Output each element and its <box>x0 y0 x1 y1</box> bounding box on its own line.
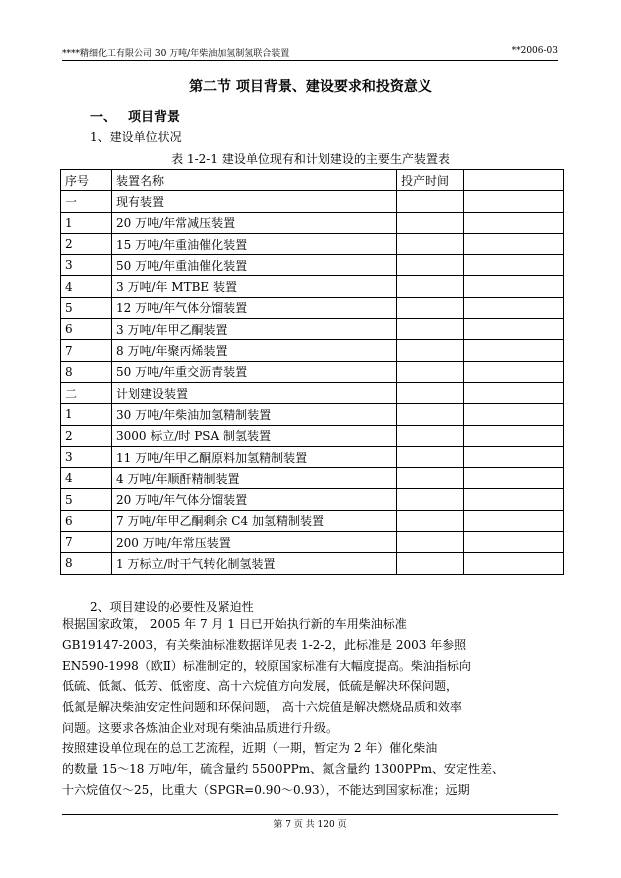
table-cell: 4 万吨/年顺酐精制装置 <box>112 468 397 489</box>
table-cell <box>397 553 464 574</box>
table-cell <box>464 297 564 318</box>
table-row <box>61 212 564 233</box>
table-cell <box>397 297 464 318</box>
table-cell <box>464 233 564 254</box>
table-row <box>61 319 564 340</box>
table-cell <box>397 361 464 382</box>
paragraph-line: 按照建设单位现在的总工艺流程，近期（一期，暂定为 2 年）催化柴油 <box>62 741 438 755</box>
table-cell <box>397 425 464 446</box>
table-cell: 7 万吨/年甲乙酮剩余 C4 加氢精制装置 <box>112 510 397 531</box>
heading-text: 项目背景 <box>128 110 181 125</box>
table-cell: 1 万标立/时干气转化制氢装置 <box>112 553 397 574</box>
table-cell <box>464 191 564 212</box>
table-cell: 5 <box>61 297 112 318</box>
table-cell <box>397 276 464 297</box>
table-cell <box>397 255 464 276</box>
table-row <box>61 361 564 382</box>
table-cell: 11 万吨/年甲乙酮原料加氢精制装置 <box>112 446 397 467</box>
header-date: **2006-03 <box>511 46 558 56</box>
table-cell <box>464 425 564 446</box>
table-cell <box>397 468 464 489</box>
paragraph-line: GB19147-2003，有关柴油标准数据详见表 1-2-2，此标准是 2003 年参照 <box>62 637 467 652</box>
table-cell <box>397 340 464 361</box>
table-cell: 3000 标立/时 PSA 制氢装置 <box>112 425 397 446</box>
table-cell <box>464 510 564 531</box>
page-footer: 第 7 页 共 120 页 <box>62 814 558 830</box>
table-cell <box>397 319 464 340</box>
table-cell <box>397 510 464 531</box>
table-cell <box>464 276 564 297</box>
table-cell: 8 <box>61 553 112 574</box>
table-row <box>61 340 564 361</box>
table-cell: 2 <box>61 233 112 254</box>
paragraph-line: 低硫、低氮、低芳、低密度、高十六烷值方向发展，低硫是解决环保问题， <box>62 679 459 694</box>
table-row <box>61 532 564 553</box>
table-cell: 6 <box>61 319 112 340</box>
subheading-unit-status: 1、建设单位状况 <box>90 130 182 144</box>
table-cell: 1 <box>61 212 112 233</box>
table-cell: 8 <box>61 361 112 382</box>
table-cell: 计划建设装置 <box>112 382 397 403</box>
table-header-cell <box>464 170 564 191</box>
header-document-title: ****精细化工有限公司 30 万吨/年柴油加氢制氢联合装置 <box>62 49 290 59</box>
table-header-cell: 序号 <box>61 170 112 191</box>
table-cell: 2 <box>61 425 112 446</box>
table-row <box>61 425 564 446</box>
table-cell: 50 万吨/年重油催化装置 <box>112 255 397 276</box>
table-cell <box>397 233 464 254</box>
paragraph-line: 十六烷值仅～25，比重大（SPGR=0.90～0.93），不能达到国家标准；远期 <box>62 782 470 797</box>
table-cell: 30 万吨/年柴油加氢精制装置 <box>112 404 397 425</box>
table-cell: 8 万吨/年聚丙烯装置 <box>112 340 397 361</box>
table-cell <box>464 255 564 276</box>
paragraph-line: 根据国家政策， 2005 年 7 月 1 日已开始执行新的车用柴油标准 <box>62 617 407 631</box>
page-header <box>62 44 558 61</box>
table-cell: 1 <box>61 404 112 425</box>
table-cell <box>464 340 564 361</box>
paragraph-policy <box>62 614 560 739</box>
table-row <box>61 382 564 403</box>
table-row <box>61 489 564 510</box>
table-header-row <box>61 170 564 191</box>
table-cell: 7 <box>61 340 112 361</box>
table-row <box>61 553 564 574</box>
table-row <box>61 276 564 297</box>
table-row <box>61 510 564 531</box>
subheading-necessity: 2、项目建设的必要性及紧迫性 <box>90 600 254 614</box>
table-cell: 20 万吨/年常减压装置 <box>112 212 397 233</box>
table-cell <box>464 319 564 340</box>
section-title: 第二节 项目背景、建设要求和投资意义 <box>189 79 432 95</box>
table-cell: 4 <box>61 276 112 297</box>
paragraph-line: EN590-1998（欧Ⅱ）标准制定的，较原国家标准有大幅度提高。柴油指标向 <box>62 658 471 673</box>
table-cell <box>397 404 464 425</box>
table-row <box>61 404 564 425</box>
table-cell: 6 <box>61 510 112 531</box>
table-row <box>61 191 564 212</box>
table-cell <box>397 489 464 510</box>
paragraph-line: 的数量 15～18 万吨/年，硫含量约 5500PPm、氮含量约 1300PPm、安定性差、 <box>62 761 504 776</box>
table-cell <box>397 446 464 467</box>
table-row <box>61 233 564 254</box>
paragraph-line: 问题。这要求各炼油企业对现有柴油品质进行升级。 <box>62 720 339 735</box>
table-cell: 50 万吨/年重交沥青装置 <box>112 361 397 382</box>
table-cell <box>464 553 564 574</box>
table-cell <box>464 382 564 403</box>
table-cell: 20 万吨/年气体分馏装置 <box>112 489 397 510</box>
table-cell <box>464 489 564 510</box>
table-header-cell: 装置名称 <box>112 170 397 191</box>
table-cell: 3 万吨/年 MTBE 装置 <box>112 276 397 297</box>
table-cell <box>397 382 464 403</box>
production-units-table <box>60 169 564 575</box>
table-cell: 4 <box>61 468 112 489</box>
table-cell: 7 <box>61 532 112 553</box>
table-cell: 15 万吨/年重油催化装置 <box>112 233 397 254</box>
table-cell: 3 <box>61 446 112 467</box>
table-cell: 一 <box>61 191 112 212</box>
table-cell <box>464 404 564 425</box>
table-cell <box>464 446 564 467</box>
table-cell <box>397 191 464 212</box>
table-cell: 3 万吨/年甲乙酮装置 <box>112 319 397 340</box>
paragraph-line: 低氮是解决柴油安定性问题和环保问题， 高十六烷值是解决燃烧品质和效率 <box>62 700 462 715</box>
table-cell <box>464 532 564 553</box>
table-cell <box>397 532 464 553</box>
table-row <box>61 297 564 318</box>
table-row <box>61 446 564 467</box>
heading-project-background <box>90 106 180 125</box>
table-cell: 3 <box>61 255 112 276</box>
heading-number: 一、 <box>90 110 117 125</box>
table-cell: 12 万吨/年气体分馏装置 <box>112 297 397 318</box>
table-cell: 二 <box>61 382 112 403</box>
table-cell: 5 <box>61 489 112 510</box>
table-caption: 表 1-2-1 建设单位现有和计划建设的主要生产装置表 <box>171 152 450 166</box>
table-row <box>61 255 564 276</box>
table-cell: 200 万吨/年常压装置 <box>112 532 397 553</box>
table-cell <box>464 468 564 489</box>
table-row <box>61 468 564 489</box>
paragraph-process <box>62 738 560 800</box>
table-cell <box>464 212 564 233</box>
table-cell <box>397 212 464 233</box>
table-header-cell: 投产时间 <box>397 170 464 191</box>
table-cell: 现有装置 <box>112 191 397 212</box>
table-cell <box>464 361 564 382</box>
